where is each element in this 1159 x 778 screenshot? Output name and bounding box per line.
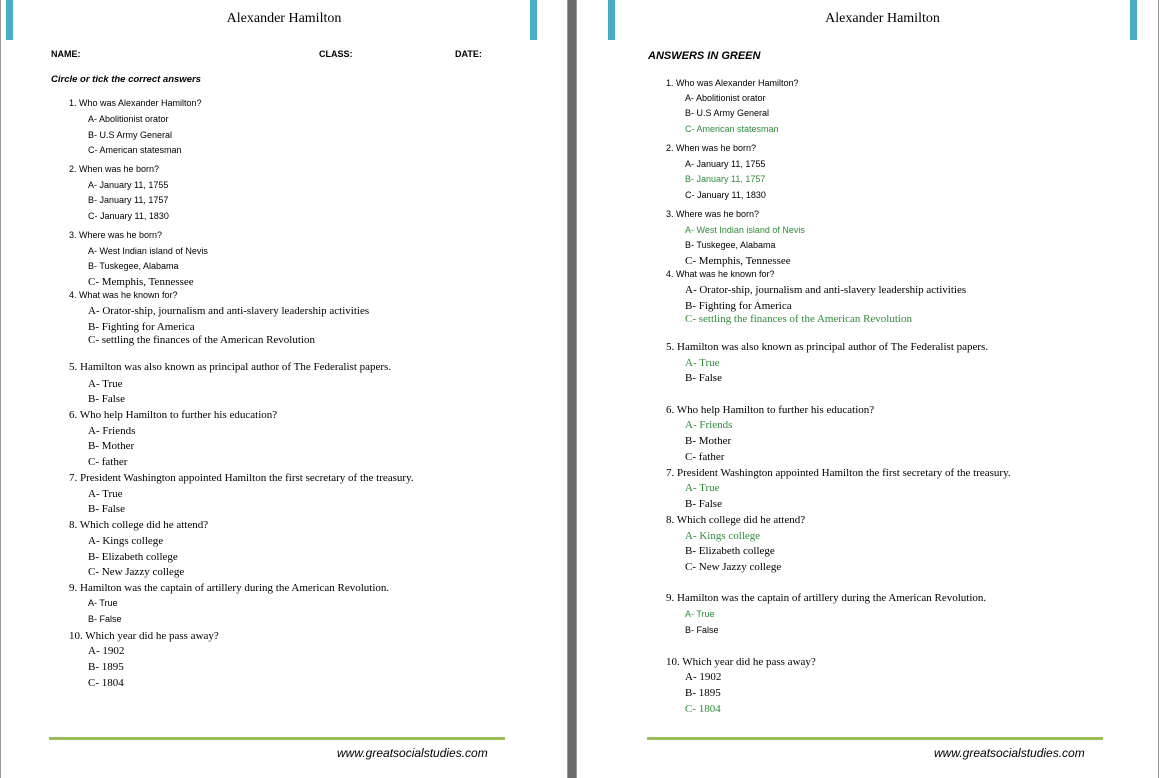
page-title: Alexander Hamilton	[226, 11, 342, 26]
answer-option: A- Friends	[88, 425, 136, 437]
answer-option: B- False	[88, 393, 125, 405]
answer-option: B- Fighting for America	[685, 300, 792, 312]
page-title: Alexander Hamilton	[825, 11, 940, 26]
correct-answer-option: C- American statesman	[685, 124, 779, 134]
answer-option: B- Fighting for America	[88, 321, 195, 333]
correct-answer-option: C- 1804	[685, 703, 721, 715]
answer-option: B- U.S Army General	[685, 108, 770, 118]
question-text: 4. What was he known for?	[69, 290, 178, 300]
page-header	[577, 0, 1158, 40]
answer-option: A- True	[88, 488, 123, 500]
correct-answer-option: C- settling the finances of the American Revolution	[685, 313, 912, 325]
website-link[interactable]: www.greatsocialstudies.com	[337, 746, 488, 760]
question-text: 10. Which year did he pass away?	[69, 630, 219, 642]
question-text: 8. Which college did he attend?	[69, 519, 209, 531]
worksheet-page	[0, 0, 568, 778]
answer-option: C- New Jazzy college	[685, 561, 782, 573]
answer-option: A- 1902	[88, 645, 125, 657]
question-text: 3. Where was he born?	[666, 209, 760, 219]
answer-option: A- True	[88, 598, 118, 608]
question-text: 9. Hamilton was the captain of artillery during the American Revolution.	[666, 592, 987, 604]
footer-rule	[49, 737, 505, 740]
page-header	[1, 0, 567, 40]
answer-option: B- Elizabeth college	[88, 551, 178, 563]
answer-option: A- Kings college	[88, 535, 164, 547]
answer-option: A- West Indian island of Nevis	[88, 246, 208, 256]
correct-answer-option: A- True	[685, 357, 720, 369]
question-text: 2. When was he born?	[666, 143, 757, 153]
answer-option: B- False	[685, 372, 722, 384]
date-label: DATE:	[455, 49, 482, 59]
answer-option: C- father	[685, 451, 725, 463]
question-text: 7. President Washington appointed Hamilton the first secretary of the treasury.	[666, 467, 1011, 479]
answer-option: B- Mother	[685, 435, 732, 447]
answer-option: C- settling the finances of the American Revolution	[88, 334, 315, 346]
question-text: 1. Who was Alexander Hamilton?	[666, 78, 799, 88]
correct-answer-option: A- Kings college	[685, 530, 761, 542]
website-link[interactable]: www.greatsocialstudies.com	[934, 746, 1085, 760]
answer-option: A- True	[88, 378, 123, 390]
correct-answer-option: A- Friends	[685, 419, 733, 431]
answer-option: A- Orator-ship, journalism and anti-slavery leadership activities	[88, 305, 370, 317]
answer-option: B- Mother	[88, 440, 135, 452]
answer-option: A- 1902	[685, 671, 722, 683]
answer-option: B- Tuskegee, Alabama	[685, 240, 776, 250]
question-text: 9. Hamilton was the captain of artillery during the American Revolution.	[69, 582, 390, 594]
question-text: 1. Who was Alexander Hamilton?	[69, 98, 202, 108]
answer-option: B- Tuskegee, Alabama	[88, 261, 179, 271]
answer-option: A- Orator-ship, journalism and anti-slavery leadership activities	[685, 284, 967, 296]
answer-option: B- January 11, 1757	[88, 195, 169, 205]
question-text: 5. Hamilton was also known as principal author of The Federalist papers.	[69, 361, 392, 373]
answer-option: B- False	[685, 625, 719, 635]
answer-option: B- U.S Army General	[88, 130, 173, 140]
answer-option: A- Abolitionist orator	[88, 114, 169, 124]
answer-option: B- False	[88, 614, 122, 624]
correct-answer-option: A- True	[685, 609, 715, 619]
question-text: 8. Which college did he attend?	[666, 514, 806, 526]
answer-option: B- Elizabeth college	[685, 545, 775, 557]
answer-option: B- False	[685, 498, 722, 510]
answer-option: B- 1895	[88, 661, 124, 673]
answer-option: A- January 11, 1755	[88, 180, 169, 190]
question-text: 3. Where was he born?	[69, 230, 163, 240]
instruction-text: Circle or tick the correct answers	[51, 74, 201, 85]
footer-rule	[647, 737, 1103, 740]
question-text: 2. When was he born?	[69, 164, 160, 174]
answer-option: C- Memphis, Tennessee	[88, 276, 194, 288]
answer-option: B- 1895	[685, 687, 721, 699]
question-text: 10. Which year did he pass away?	[666, 656, 816, 668]
class-label: CLASS:	[319, 49, 353, 59]
question-text: 6. Who help Hamilton to further his education?	[69, 409, 278, 421]
question-text: 6. Who help Hamilton to further his education?	[666, 404, 875, 416]
answers-heading: ANSWERS IN GREEN	[648, 50, 761, 62]
answer-option: C- January 11, 1830	[685, 190, 766, 200]
answer-option: C- father	[88, 456, 128, 468]
name-label: NAME:	[51, 49, 81, 59]
answer-option: C- January 11, 1830	[88, 211, 169, 221]
answer-option: C- Memphis, Tennessee	[685, 255, 791, 267]
answer-key-page	[576, 0, 1159, 778]
question-text: 7. President Washington appointed Hamilton the first secretary of the treasury.	[69, 472, 414, 484]
correct-answer-option: A- West Indian island of Nevis	[685, 225, 805, 235]
correct-answer-option: A- True	[685, 482, 720, 494]
answer-option: B- False	[88, 503, 125, 515]
answer-option: C- 1804	[88, 677, 124, 689]
answer-option: C- American statesman	[88, 145, 182, 155]
answer-option: A- January 11, 1755	[685, 159, 766, 169]
question-text: 4. What was he known for?	[666, 269, 775, 279]
question-text: 5. Hamilton was also known as principal author of The Federalist papers.	[666, 341, 989, 353]
answer-option: C- New Jazzy college	[88, 566, 185, 578]
correct-answer-option: B- January 11, 1757	[685, 174, 766, 184]
answer-option: A- Abolitionist orator	[685, 93, 766, 103]
